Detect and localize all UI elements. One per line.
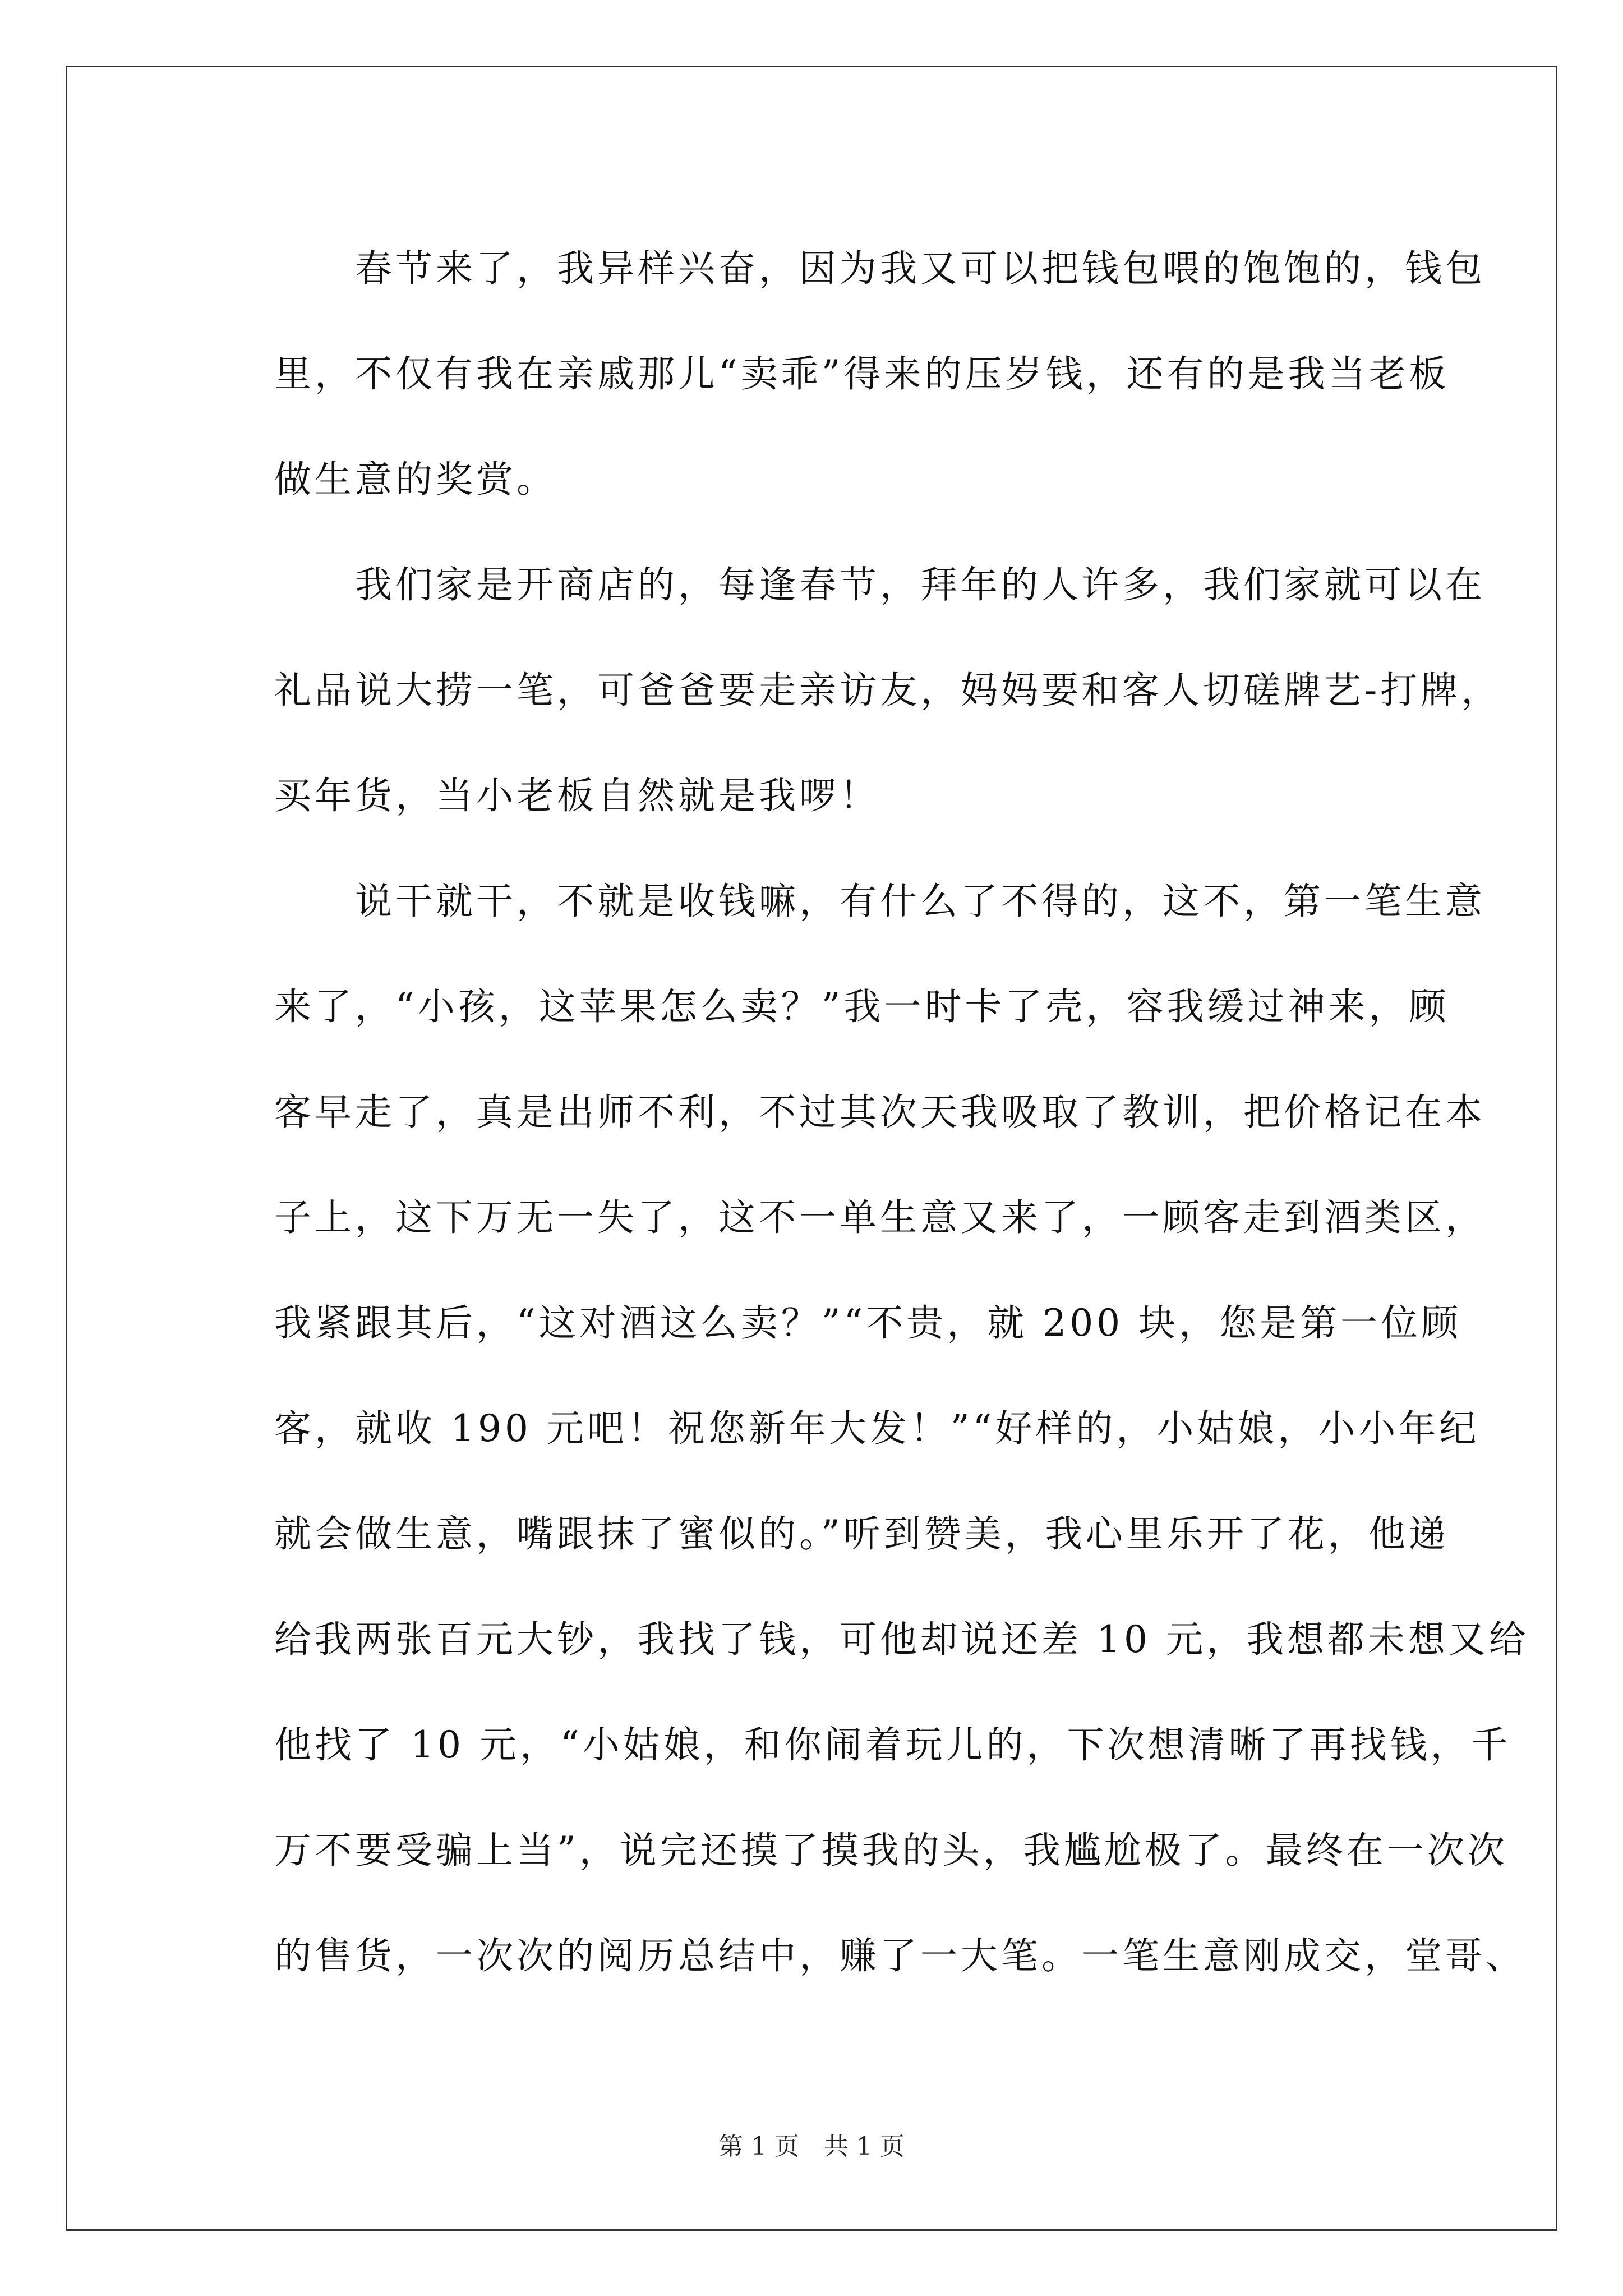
- text-line: 我们家是开商店的，每逢春节，拜年的人许多，我们家就可以在: [355, 563, 1486, 606]
- text-line: 的售货，一次次的阅历总结中，赚了一大笔。一笔生意刚成交，堂哥、: [274, 1934, 1526, 1977]
- text-line: 给我两张百元大钞，我找了钱，可他却说还差 10 元，我想都未想又给: [274, 1618, 1529, 1661]
- text-line: 做生意的奖赏。: [274, 458, 557, 501]
- paragraph-1: [200, 216, 1486, 532]
- text-line: 万不要受骗上当”，说完还摸了摸我的头，我尴尬极了。最终在一次次: [274, 1829, 1508, 1872]
- text-line: 客早走了，真是出师不利，不过其次天我吸取了教训，把价格记在本: [274, 1091, 1486, 1134]
- text-line: 里，不仅有我在亲戚那儿“卖乖”得来的压岁钱，还有的是我当老板: [274, 352, 1450, 395]
- paragraph-3: [200, 849, 1529, 2009]
- page-number-footer: 第 1 页 共 1 页: [718, 2132, 905, 2161]
- text-line: 礼品说大捞一笔，可爸爸要走亲访友，妈妈要和客人切磋牌艺-打牌，: [274, 669, 1502, 712]
- text-line: 说干就干，不就是收钱嘛，有什么了不得的，这不，第一笔生意: [355, 880, 1486, 923]
- text-line: 我紧跟其后，“这对酒这么卖？”“不贵，就 200 块，您是第一位顾: [274, 1301, 1462, 1345]
- text-line: 就会做生意，嘴跟抹了蜜似的。”听到赞美，我心里乐开了花，他递: [274, 1512, 1449, 1556]
- paragraph-2: [200, 532, 1502, 849]
- text-line: 子上，这下万无一失了，这不一单生意又来了，一顾客走到酒类区，: [274, 1196, 1486, 1239]
- text-line: 他找了 10 元，“小姑娘，和你闹着玩儿的，下次想清晰了再找钱，千: [274, 1723, 1511, 1766]
- text-line: 客，就收 190 元吧！祝您新年大发！”“好样的，小姑娘，小小年纪: [274, 1407, 1480, 1450]
- text-line: 来了，“小孩，这苹果怎么卖？”我一时卡了壳，容我缓过神来，顾: [274, 985, 1450, 1028]
- document-body: [200, 216, 1529, 2009]
- text-line: 春节来了，我异样兴奋，因为我又可以把钱包喂的饱饱的，钱包: [355, 247, 1486, 290]
- text-line: 买年货，当小老板自然就是我啰！: [274, 774, 880, 817]
